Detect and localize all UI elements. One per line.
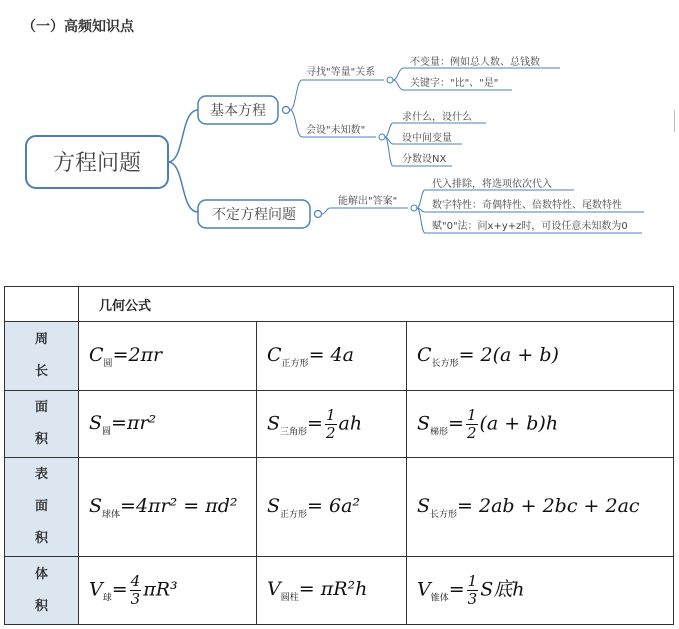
table-corner xyxy=(5,287,79,322)
mindmap-sub-set-unknown: 会设"未知数" xyxy=(306,125,366,136)
page-edge-mark xyxy=(674,110,675,132)
mindmap-root: 方程问题 xyxy=(52,151,142,176)
table-row-volume xyxy=(5,557,674,625)
row-label: 周 长 xyxy=(5,322,79,391)
mindmap xyxy=(0,40,679,245)
formula-sphere-surface: $S_{球体}=4\pi r^2 = \pi d^2$ xyxy=(79,458,257,557)
mindmap-leaf: 关键字："比"、"是" xyxy=(410,78,499,89)
mindmap-sub-solvable: 能解出"答案" xyxy=(338,196,398,207)
mindmap-branch-indefinite: 不定方程问题 xyxy=(212,207,296,223)
formula-rectangle-perimeter: $C_{长方形}= 2(a + b)$ xyxy=(407,322,674,391)
mindmap-leaf: 分数设NX xyxy=(402,154,447,165)
formula-trapezoid-area: $S_{梯形}=$ $\frac{1}{2}$ (a + b)h xyxy=(407,391,674,458)
section-heading: （一）高频知识点 xyxy=(22,19,134,35)
mindmap-leaf: 求什么，设什么 xyxy=(402,112,472,123)
table-row-area xyxy=(5,391,674,458)
table-header: 几何公式 xyxy=(79,287,674,322)
mindmap-sub-find-equality: 寻找"等量"关系 xyxy=(306,67,376,78)
mindmap-branch-basic: 基本方程 xyxy=(210,103,266,119)
formula-cone-volume: $V_{锥体}=$ $\frac{1}{3}$ S底h xyxy=(407,557,674,625)
formula-circle-perimeter: $C_圆=2\pi r$ xyxy=(79,322,257,391)
formula-cylinder-volume: $V_{圆柱}= \pi R^2h$ xyxy=(257,557,407,625)
geometry-formula-table xyxy=(4,286,674,625)
row-label: 表 面 积 xyxy=(5,458,79,557)
mindmap-leaf: 代入排除，将选项依次代入 xyxy=(432,179,552,190)
formula-triangle-area: $S_{三角形}=$ $\frac{1}{2}$ ah xyxy=(257,391,407,458)
formula-square-perimeter: $C_{正方形}= 4a$ xyxy=(257,322,407,391)
row-label: 面 积 xyxy=(5,391,79,458)
formula-cuboid-surface: $S_{长方形}= 2ab + 2bc + 2ac$ xyxy=(407,458,674,557)
mindmap-leaf: 数字特性：奇偶特性、倍数特性、尾数特性 xyxy=(432,200,622,211)
mindmap-leaf: 不变量：例如总人数、总钱数 xyxy=(410,57,540,68)
formula-circle-area: $S_圆=\pi r^2$ xyxy=(79,391,257,458)
formula-cube-surface: $S_{正方形}= 6a^2$ xyxy=(257,458,407,557)
table-row-perimeter xyxy=(5,322,674,391)
formula-sphere-volume: $V_球=$ $\frac{4}{3}$ πR³ xyxy=(79,557,257,625)
row-label: 体 积 xyxy=(5,557,79,625)
mindmap-leaf: 赋"0"法：问x+y+z时，可设任意未知数为0 xyxy=(432,221,628,232)
mindmap-leaf: 设中间变量 xyxy=(402,133,452,144)
table-row-surface-area xyxy=(5,458,674,557)
